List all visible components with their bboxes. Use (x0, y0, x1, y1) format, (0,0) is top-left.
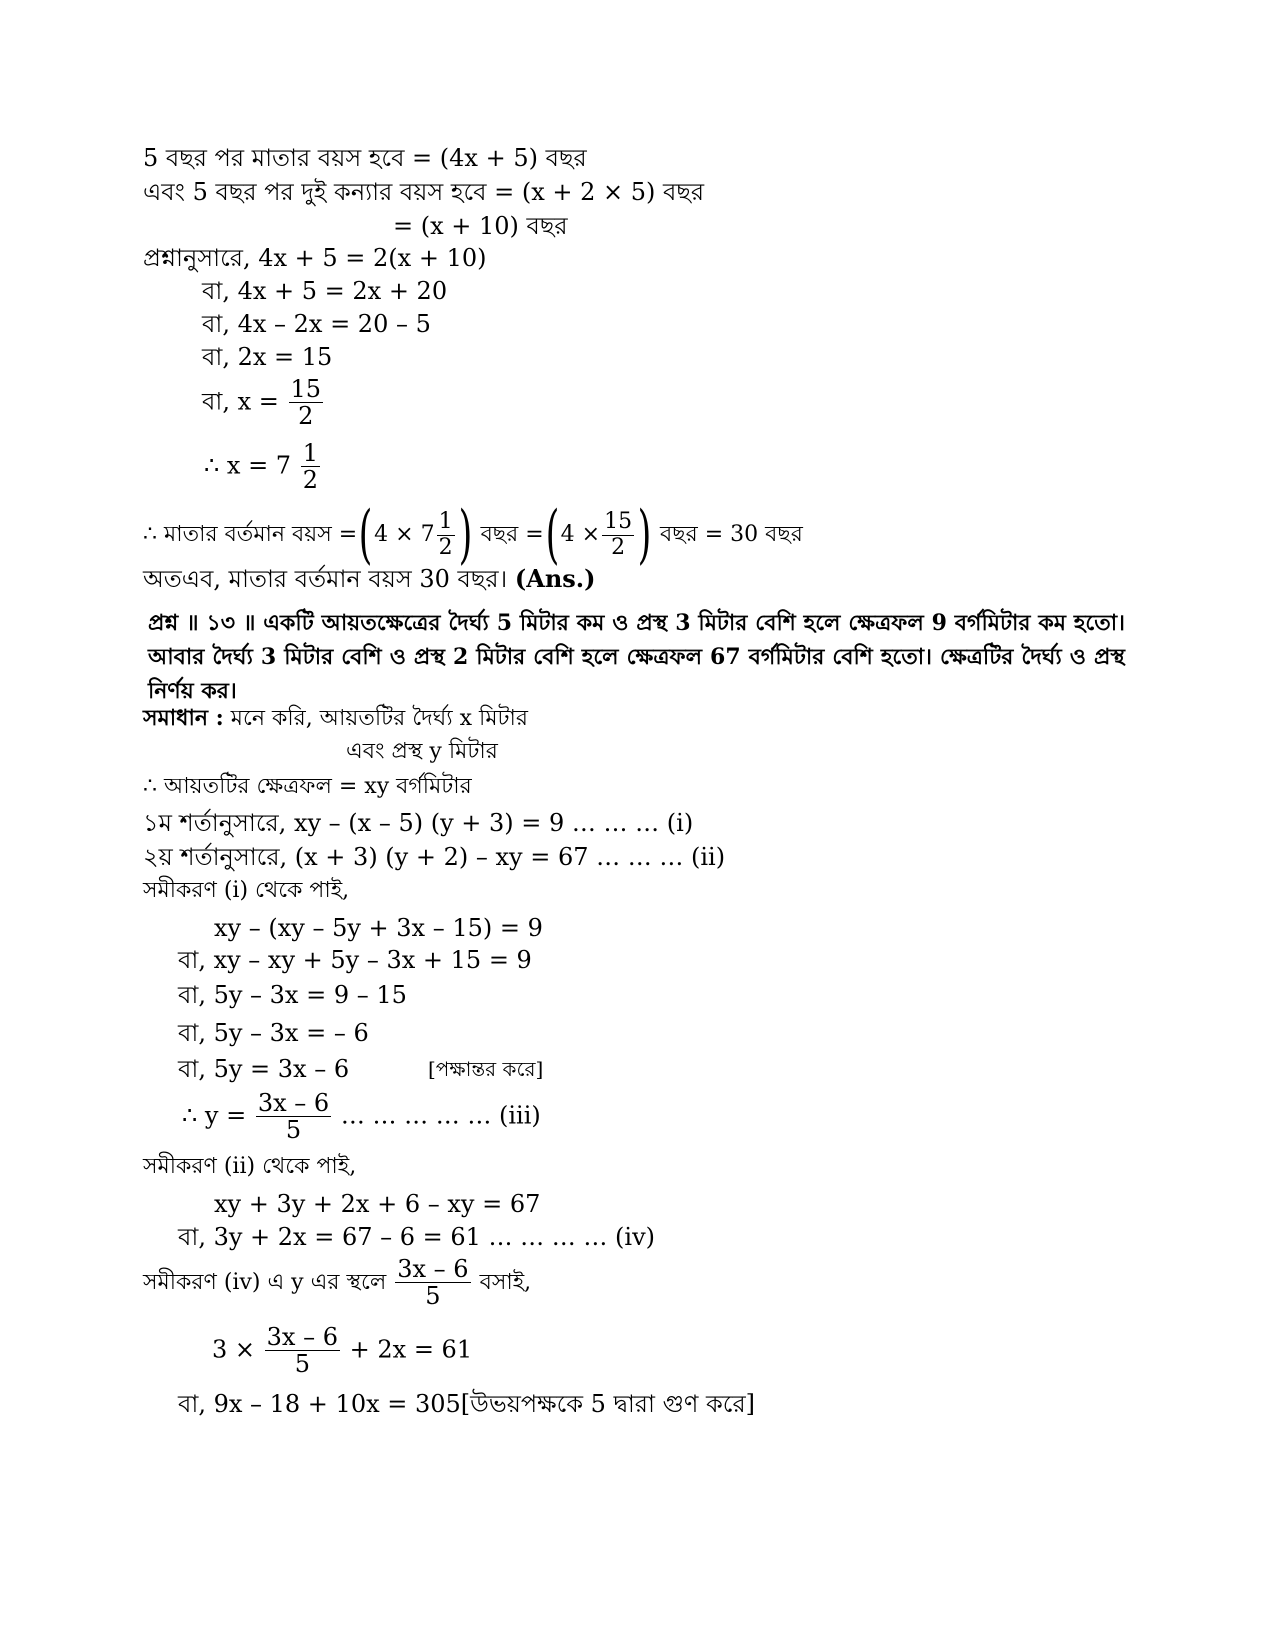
text-line: বা, 4x – 2x = 20 – 5 (202, 310, 431, 338)
text-line: xy – (xy – 5y + 3x – 15) = 9 (214, 914, 543, 942)
text-line: সমীকরণ (i) থেকে পাই, (143, 878, 350, 903)
equation-text: 4 × (560, 522, 601, 547)
equation-text: সমীকরণ (iv) এ y এর স্থলে (143, 1269, 387, 1295)
fraction (437, 510, 455, 559)
answer-line (143, 564, 596, 593)
equation-text: বা, x = (202, 387, 279, 416)
right-paren: ) (458, 498, 472, 572)
denominator: 2 (438, 534, 453, 560)
fraction (602, 510, 634, 559)
numerator: 15 (604, 509, 633, 535)
equation-line (202, 376, 325, 430)
numerator: 1 (302, 439, 318, 467)
equation-text: বছর = 30 বছর (660, 522, 803, 547)
equation-text: ∴ y = (182, 1101, 247, 1130)
solution-line (143, 707, 528, 730)
solution-text: মনে করি, আয়তটির দৈর্ঘ্য x মিটার (230, 706, 529, 731)
fraction (301, 440, 320, 494)
equation-line (143, 498, 803, 572)
left-paren: ( (545, 498, 560, 572)
text-line: ১ম শর্তানুসারে, xy – (x – 5) (y + 3) = 9 … … … (i) (143, 809, 694, 837)
equation-text: বসাই, (479, 1269, 532, 1295)
equation-text: 3 × (212, 1335, 256, 1364)
text-line: বা, 9x – 18 + 10x = 305[উভয়পক্ষকে 5 দ্বারা গুণ করে] (178, 1390, 756, 1418)
equation-line (204, 440, 322, 494)
right-paren: ) (637, 498, 652, 572)
numerator: 15 (290, 375, 322, 403)
text-line: = (x + 10) বছর (393, 212, 568, 240)
equation-line (182, 1090, 541, 1144)
text-line: এবং প্রস্থ y মিটার (346, 739, 498, 764)
text-line: বা, 5y = 3x – 6 (178, 1055, 350, 1083)
text-line: বা, 5y – 3x = – 6 (178, 1019, 369, 1047)
text-line: ২য় শর্তানুসারে, (x + 3) (y + 2) – xy = 67 … … … (ii) (143, 843, 726, 871)
text-line: 5 বছর পর মাতার বয়স হবে = (4x + 5) বছর (143, 144, 587, 172)
fraction (395, 1256, 470, 1310)
solution-label: সমাধান : (143, 705, 224, 731)
answer-label: (Ans.) (514, 564, 596, 593)
text-line: বা, xy – xy + 5y – 3x + 15 = 9 (178, 946, 532, 974)
equation-text: ∴ x = 7 (204, 451, 292, 480)
equation-text: ∴ মাতার বর্তমান বয়স = (143, 522, 358, 547)
denominator: 5 (294, 1350, 310, 1379)
fraction (265, 1324, 340, 1378)
equation-line (143, 1256, 531, 1310)
fraction (256, 1090, 331, 1144)
answer-text: অতএব, মাতার বর্তমান বয়স 30 বছর। (143, 565, 508, 593)
equation-text: বছর = (480, 522, 544, 547)
text-line: এবং 5 বছর পর দুই কন্যার বয়স হবে = (x + 2 × 5) বছর (143, 178, 705, 206)
text-line: বা, 2x = 15 (202, 343, 333, 371)
text-line: সমীকরণ (ii) থেকে পাই, (143, 1154, 357, 1179)
text-line: ∴ আয়তটির ক্ষেত্রফল = xy বর্গমিটার (143, 774, 472, 799)
text-line: xy + 3y + 2x + 6 – xy = 67 (214, 1190, 541, 1218)
numerator: 3x – 6 (397, 1255, 469, 1283)
numerator: 1 (438, 509, 453, 535)
fraction (289, 376, 324, 430)
question-13: প্রশ্ন ॥ ১৩ ॥ একটি আয়তক্ষেত্রের দৈর্ঘ্য 5 মিটার কম ও প্রস্থ 3 মিটার বেশি হলে ক্ষেত্রফল 9 বর্গমিটার কম হতো। আবার দৈর্ঘ্য 3 মিটার বেশি ও প্রস্থ 2 মিটার বেশি হলে ক্ষেত্রফল 67 বর্গমিটার বেশি হতো। ক্ষেত্রটির দৈর্ঘ্য ও প্রস্থ নির্ণয় কর। (148, 610, 1125, 704)
text-line: বা, 5y – 3x = 9 – 15 (178, 981, 407, 1009)
text-note: [পক্ষান্তর করে] (428, 1057, 544, 1081)
denominator: 2 (298, 402, 314, 431)
left-paren: ( (358, 498, 373, 572)
text-line: প্রশ্নানুসারে, 4x + 5 = 2(x + 10) (143, 244, 487, 272)
denominator: 5 (425, 1282, 441, 1311)
equation-line (212, 1324, 472, 1378)
text-line: বা, 4x + 5 = 2x + 20 (202, 277, 448, 305)
text-line: বা, 3y + 2x = 67 – 6 = 61 … … … … (iv) (178, 1223, 656, 1251)
numerator: 3x – 6 (266, 1323, 338, 1351)
denominator: 2 (611, 534, 626, 560)
denominator: 2 (302, 466, 318, 495)
denominator: 5 (285, 1116, 302, 1145)
numerator: 3x – 6 (257, 1089, 330, 1117)
equation-text: + 2x = 61 (349, 1335, 473, 1364)
equation-text: … … … … … (iii) (340, 1101, 541, 1130)
equation-text: 4 × 7 (374, 522, 435, 547)
